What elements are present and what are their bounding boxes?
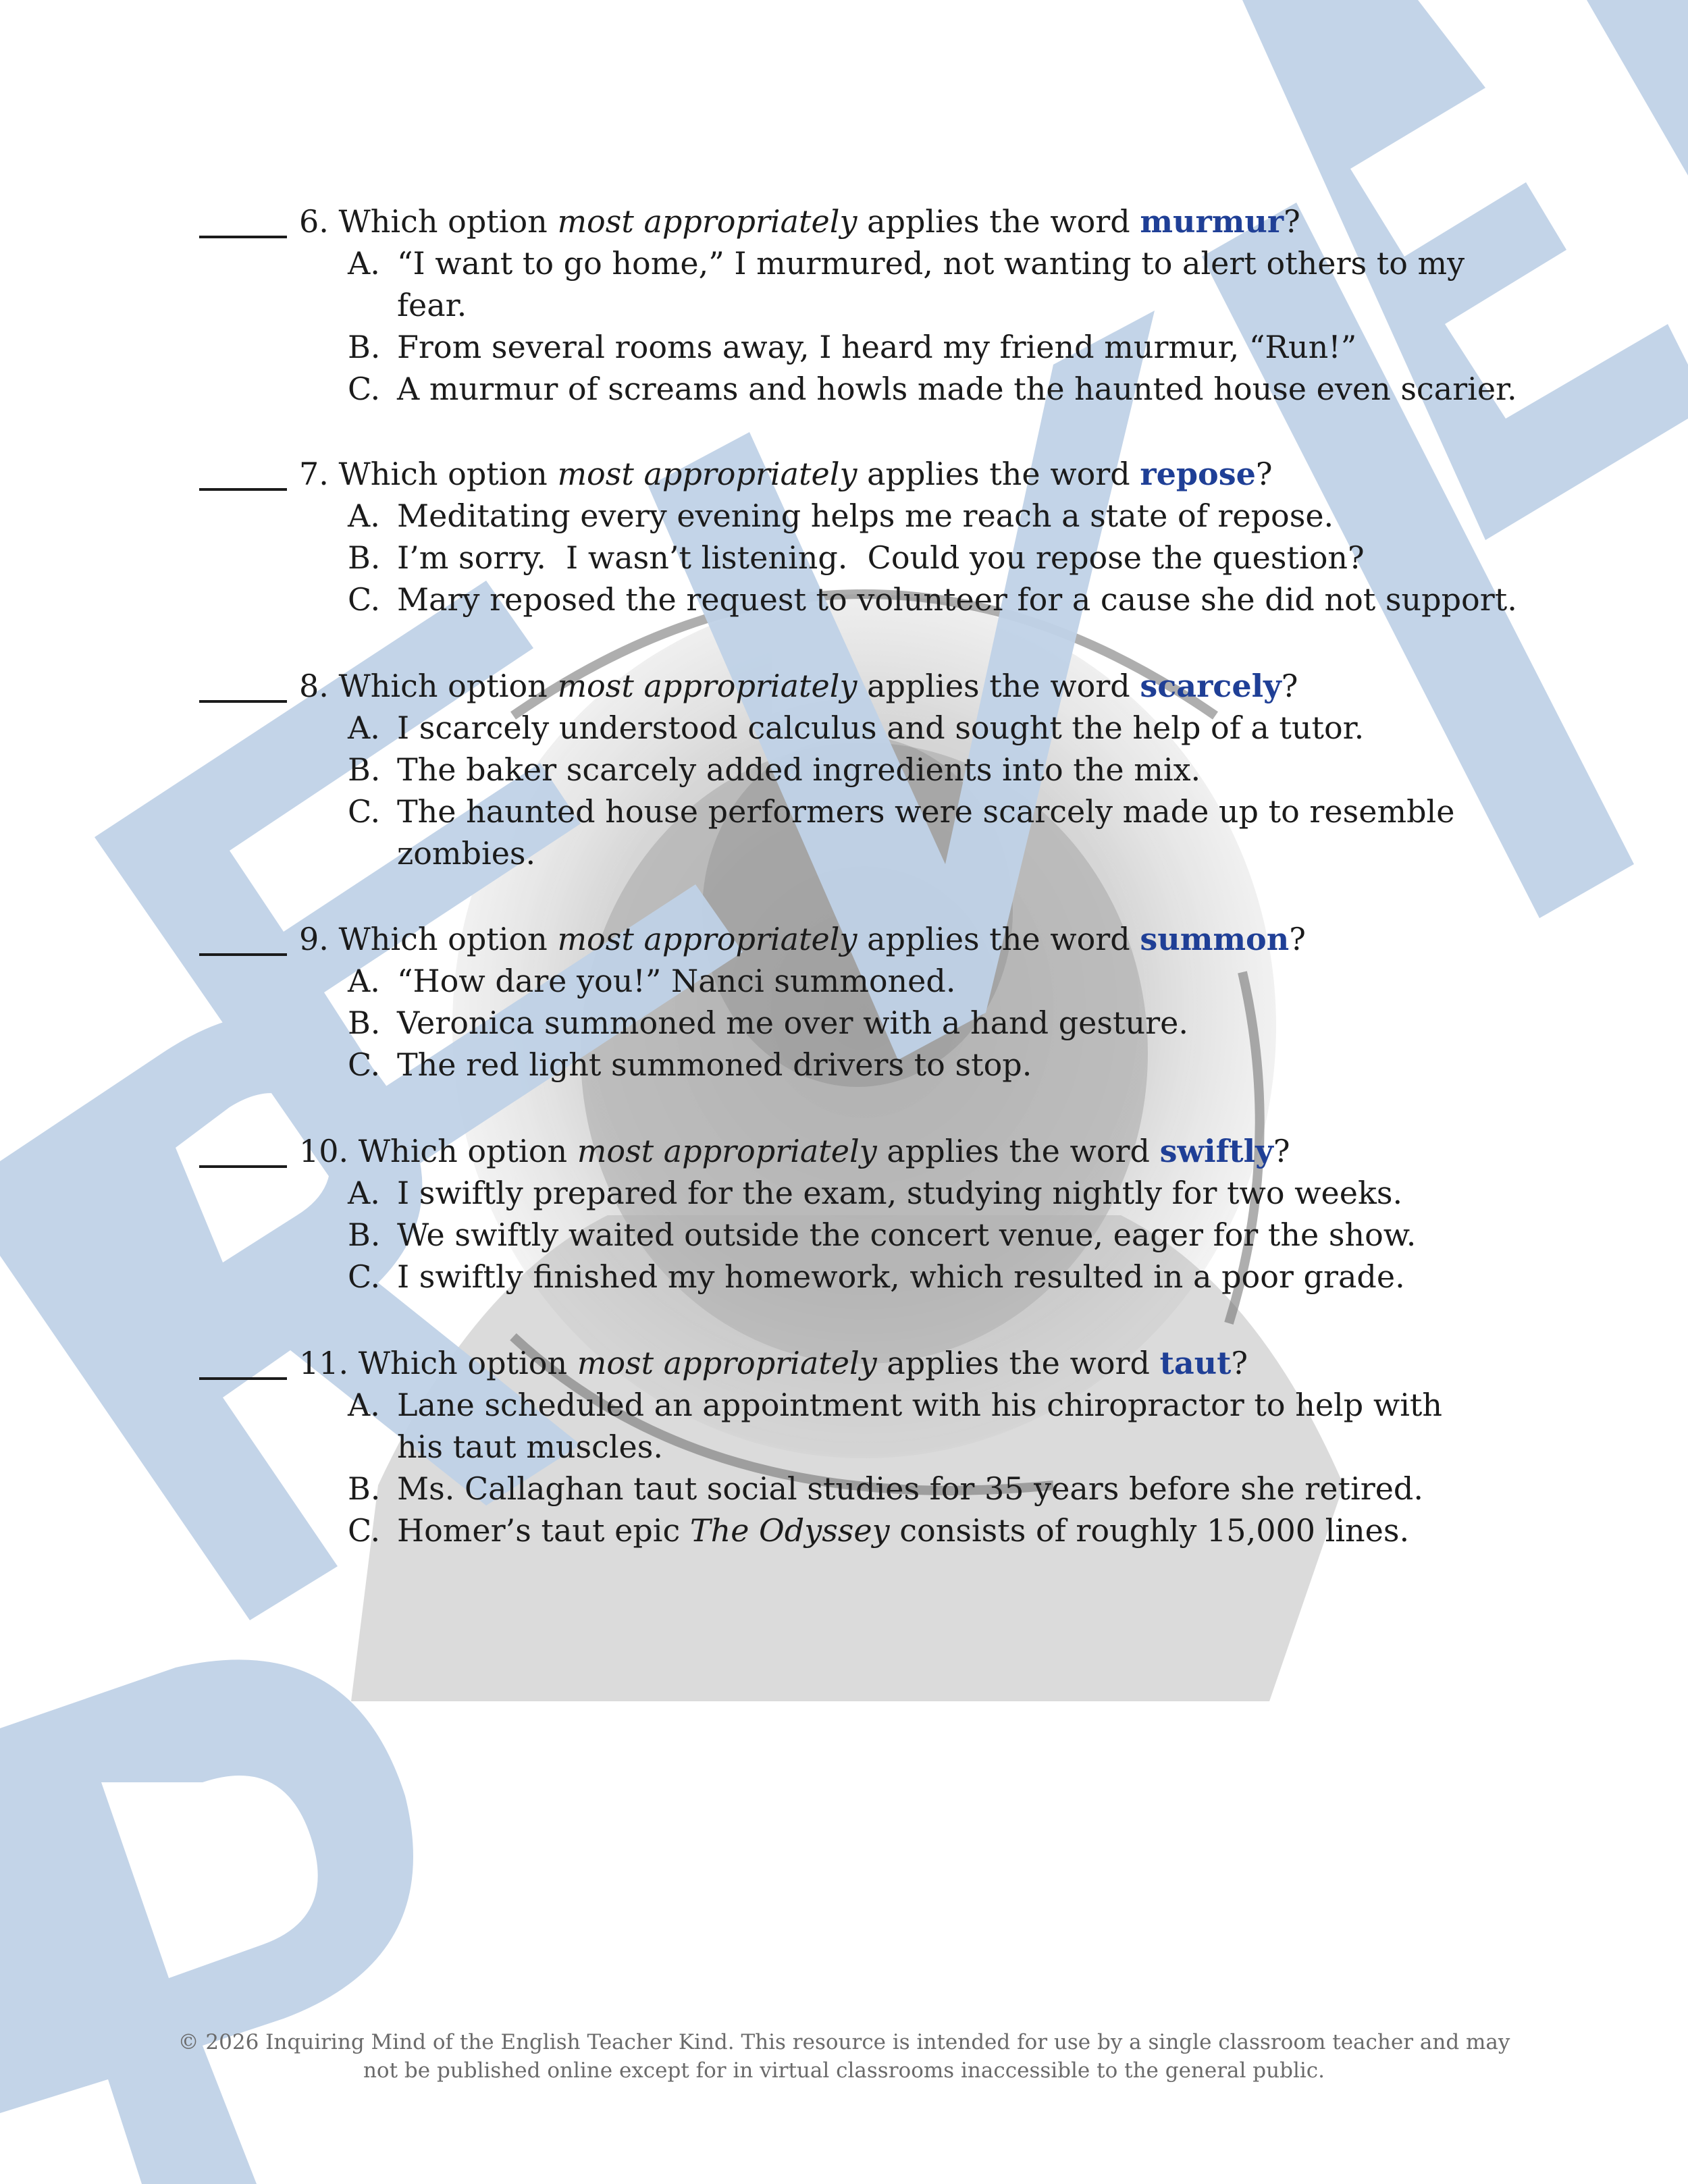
question-9 xyxy=(199,918,1523,1086)
vocab-word: summon xyxy=(1140,921,1290,957)
option-a: A. Meditating every evening helps me reach a state of repose. xyxy=(348,498,1334,534)
option-c: C. I swiftly finished my homework, which resulted in a poor grade. xyxy=(348,1258,1405,1295)
option-b: B. The baker scarcely added ingredients into the mix. xyxy=(348,751,1201,788)
vocab-word: scarcely xyxy=(1140,668,1282,704)
option-b: B. Ms. Callaghan taut social studies for 35 years before she retired. xyxy=(348,1470,1423,1507)
question-stem xyxy=(199,453,1523,495)
option-c: C. The haunted house performers were scarcely made up to resemble zombies. xyxy=(348,793,1455,872)
answer-blank[interactable] xyxy=(199,665,287,703)
question-stem xyxy=(199,201,1523,242)
option-c: C. The red light summoned drivers to stop. xyxy=(348,1046,1032,1083)
question-stem xyxy=(199,1342,1523,1384)
vocab-word: murmur xyxy=(1140,203,1284,240)
question-10 xyxy=(199,1130,1523,1298)
option-b: B. Veronica summoned me over with a hand gesture. xyxy=(348,1005,1188,1041)
option-c: C. Mary reposed the request to volunteer for a cause she did not support. xyxy=(348,581,1517,618)
question-8 xyxy=(199,665,1523,874)
answer-blank[interactable] xyxy=(199,1130,287,1168)
option-a: A. “How dare you!” Nanci summoned. xyxy=(348,963,956,999)
answer-blank[interactable] xyxy=(199,1342,287,1380)
option-c: C. Homer’s taut epic The Odyssey consists of roughly 15,000 lines. xyxy=(348,1512,1410,1549)
vocab-word: swiftly xyxy=(1159,1133,1273,1169)
option-b: B. I’m sorry. I wasn’t listening. Could you repose the question? xyxy=(348,539,1365,576)
option-b: B. From several rooms away, I heard my friend murmur, “Run!” xyxy=(348,329,1357,365)
question-6 xyxy=(199,201,1523,410)
footer-line-2: not be published online except for in virtual classrooms inaccessible to the general public. xyxy=(363,2058,1325,2083)
answer-blank[interactable] xyxy=(199,453,287,491)
question-7 xyxy=(199,453,1523,620)
question-stem xyxy=(199,665,1523,707)
footer-line-1: © 2026 Inquiring Mind of the English Teacher Kind. This resource is intended for use by a single classroom teacher and may xyxy=(178,2030,1510,2054)
question-stem xyxy=(199,918,1523,960)
copyright-footer xyxy=(169,2028,1519,2085)
question-text: 10. Which option most appropriately applies the word swiftly? xyxy=(299,1133,1290,1169)
question-text: 8. Which option most appropriately applies the word scarcely? xyxy=(299,668,1298,704)
option-a: A. “I want to go home,” I murmured, not wanting to alert others to my fear. xyxy=(348,245,1465,323)
option-b: B. We swiftly waited outside the concert venue, eager for the show. xyxy=(348,1217,1417,1253)
answer-blank[interactable] xyxy=(199,918,287,956)
option-a: A. Lane scheduled an appointment with his chiropractor to help with his taut muscles. xyxy=(348,1387,1443,1465)
option-a: A. I scarcely understood calculus and sought the help of a tutor. xyxy=(348,710,1365,746)
question-text: 7. Which option most appropriately applies the word repose? xyxy=(299,456,1273,492)
vocab-word: taut xyxy=(1159,1345,1232,1381)
question-text: 6. Which option most appropriately applies the word murmur? xyxy=(299,203,1300,240)
question-text: 9. Which option most appropriately applies the word summon? xyxy=(299,921,1306,957)
question-11 xyxy=(199,1342,1523,1551)
vocab-word: repose xyxy=(1140,456,1256,492)
option-c: C. A murmur of screams and howls made the haunted house even scarier. xyxy=(348,371,1517,407)
option-a: A. I swiftly prepared for the exam, studying nightly for two weeks. xyxy=(348,1175,1403,1211)
question-text: 11. Which option most appropriately applies the word taut? xyxy=(299,1345,1248,1381)
question-stem xyxy=(199,1130,1523,1172)
book-title: The Odyssey xyxy=(689,1512,890,1549)
answer-blank[interactable] xyxy=(199,201,287,238)
